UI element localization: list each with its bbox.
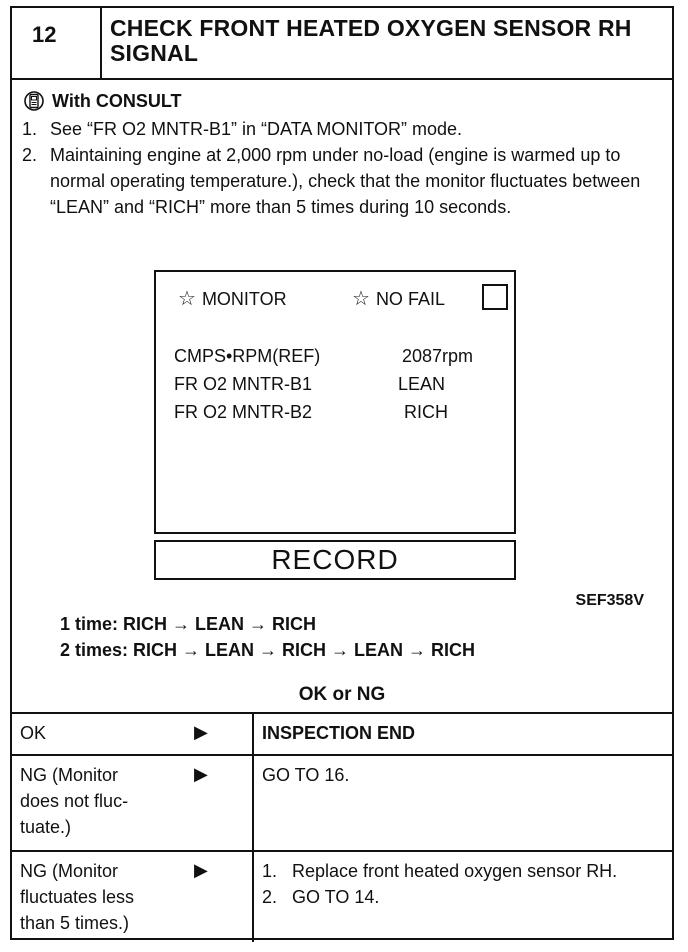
arrow-right-icon: ▶ <box>194 860 208 880</box>
monitor-row <box>174 346 473 367</box>
action-item-number: 2. <box>262 887 278 907</box>
no-fail-tab <box>352 286 445 311</box>
action-cell <box>262 858 662 910</box>
star-icon: ☆ <box>178 288 196 310</box>
table-row <box>12 756 672 852</box>
consult-monitor-screen <box>154 270 516 534</box>
consult-heading <box>24 90 181 112</box>
sequence-line <box>60 614 316 635</box>
monitor-tab-label: MONITOR <box>201 289 287 309</box>
consult-label: With CONSULT <box>52 90 182 111</box>
action-list <box>262 858 662 910</box>
sequence-label: 1 time: <box>60 614 119 634</box>
step-item-number: 2. <box>22 145 38 165</box>
list-item <box>22 116 652 142</box>
column-divider <box>252 756 254 850</box>
arrow-right-icon: ▶ <box>194 722 208 742</box>
monitor-row <box>174 402 448 423</box>
step-item-text: Maintaining engine at 2,000 rpm under no-load (engine is warmed up to normal operating temperature.), check that the monitor fluctuates between “LEAN” and “RICH” more than 5 times during 10 seconds. <box>50 145 641 217</box>
monitor-row <box>174 374 445 395</box>
table-row <box>12 852 672 942</box>
sequence-text: RICH → LEAN → RICH → LEAN → RICH <box>133 640 476 660</box>
ok-or-ng-heading: OK or NG <box>298 684 386 705</box>
monitor-item-value: RICH <box>404 402 448 422</box>
monitor-item-label: FR O2 MNTR-B2 <box>174 402 313 422</box>
list-item <box>262 884 662 910</box>
action-item-text: Replace front heated oxygen sensor RH. <box>292 861 618 881</box>
monitor-item-value: 2087rpm <box>402 346 474 366</box>
step-item-text: See “FR O2 MNTR-B1” in “DATA MONITOR” mode. <box>50 119 463 139</box>
step-title: CHECK FRONT HEATED OXYGEN SENSOR RH SIGNAL <box>110 15 632 66</box>
star-icon: ☆ <box>352 288 370 310</box>
record-button: RECORD <box>154 540 516 580</box>
monitor-item-label: CMPS•RPM(REF) <box>174 346 321 366</box>
sequence-text: RICH → LEAN → RICH <box>123 614 317 634</box>
step-list <box>22 116 652 220</box>
table-row <box>12 714 672 756</box>
figure-reference: SEF358V <box>575 592 644 609</box>
column-divider <box>252 714 254 754</box>
action-item-text: GO TO 14. <box>292 887 380 907</box>
procedure-frame <box>10 6 674 940</box>
no-fail-label: NO FAIL <box>375 289 445 309</box>
sequence-label: 2 times: <box>60 640 129 660</box>
consult-tester-icon <box>24 90 44 112</box>
monitor-item-value: LEAN <box>398 374 446 394</box>
action-cell: GO TO 16. <box>262 765 350 785</box>
action-cell: INSPECTION END <box>262 723 416 743</box>
condition-cell: NG (Monitor does not fluc-tuate.) <box>20 765 129 837</box>
monitor-item-label: FR O2 MNTR-B1 <box>174 374 313 394</box>
arrow-right-icon: ▶ <box>194 764 208 784</box>
condition-cell: NG (Monitor fluctuates less than 5 times.) <box>20 861 135 933</box>
step-item-number: 1. <box>22 119 38 139</box>
list-item <box>22 142 652 220</box>
step-header <box>12 8 672 80</box>
sequence-line <box>60 640 475 661</box>
result-table <box>12 712 672 942</box>
no-fail-checkbox <box>482 284 508 310</box>
column-divider <box>252 852 254 942</box>
condition-cell: OK <box>20 723 47 743</box>
step-number: 12 <box>12 8 102 78</box>
monitor-tab <box>178 286 287 311</box>
list-item <box>262 858 662 884</box>
action-item-number: 1. <box>262 861 278 881</box>
